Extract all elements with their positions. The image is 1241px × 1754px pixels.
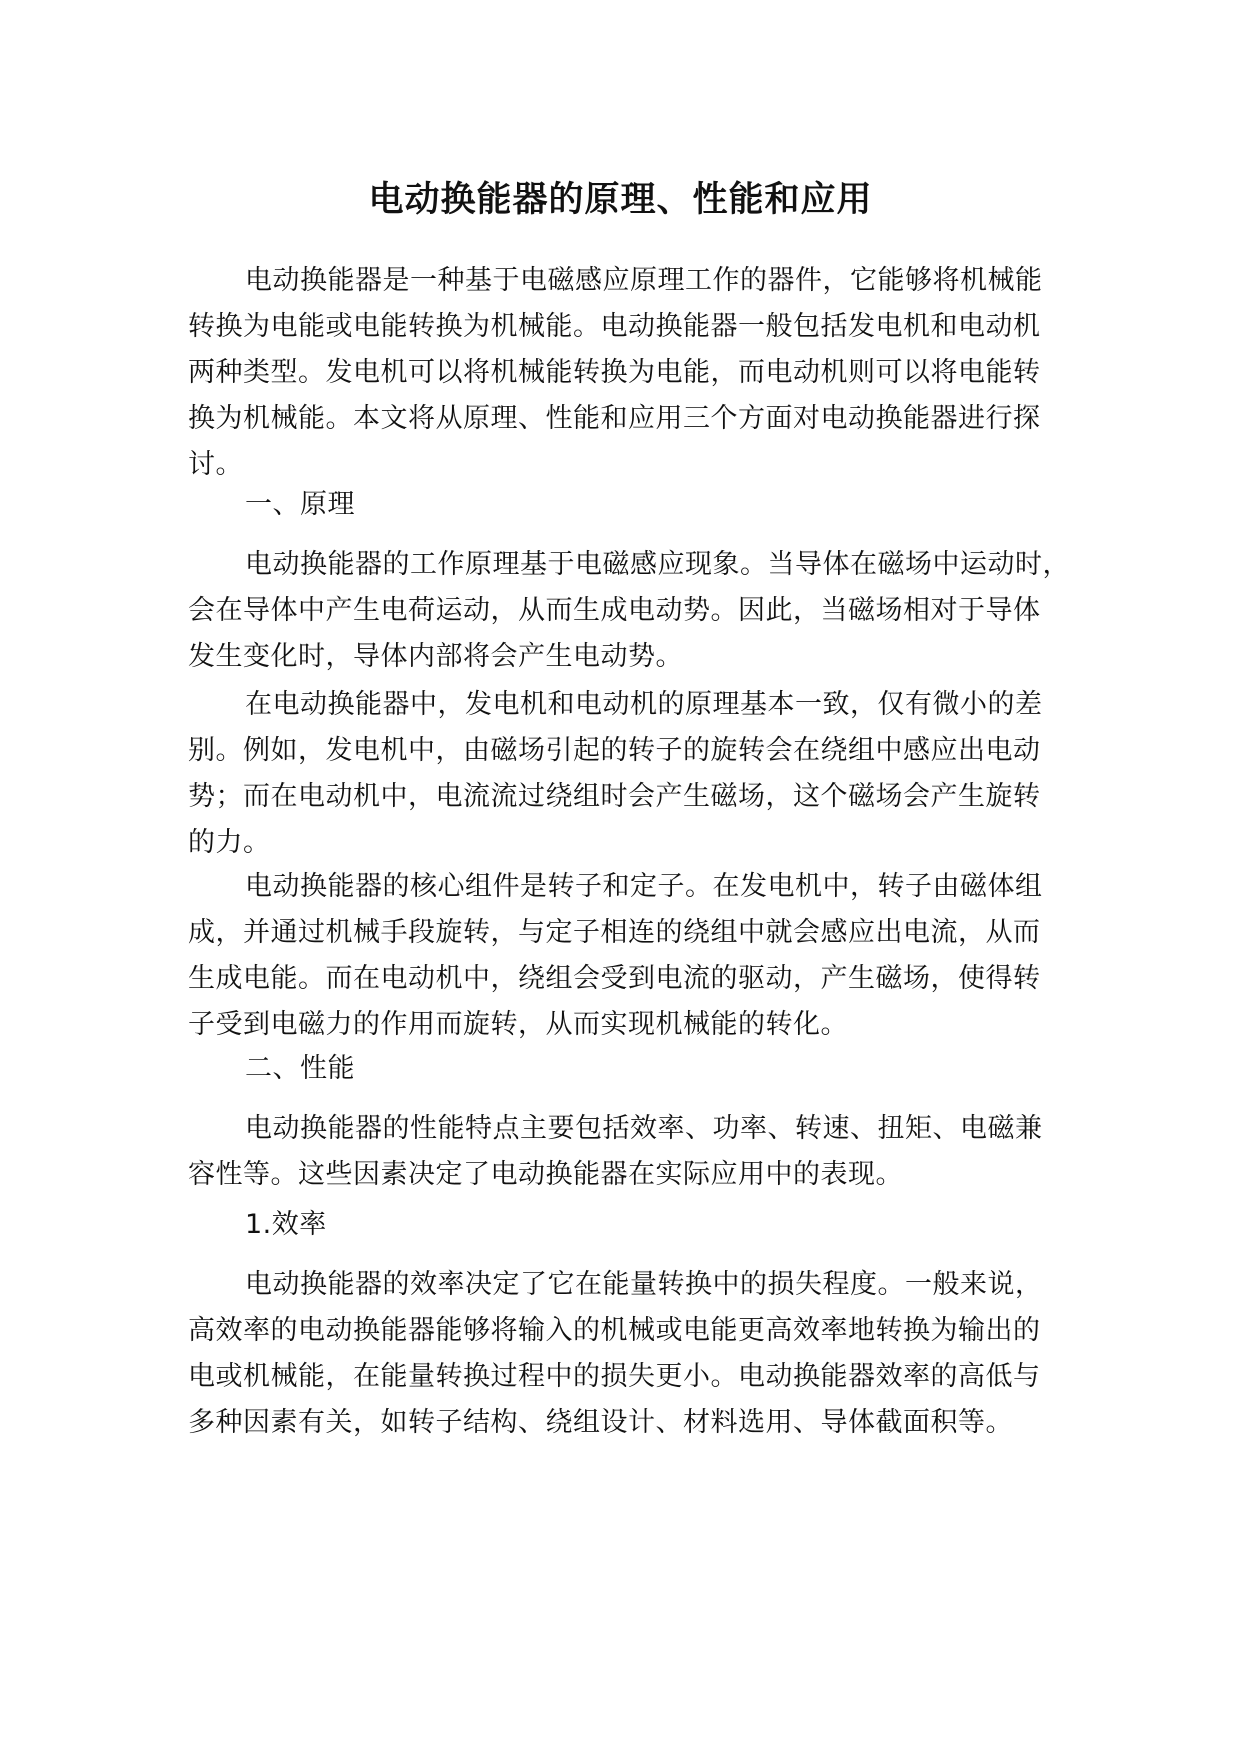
text-line: 电动换能器的工作原理基于电磁感应现象。当导体在磁场中运动时， bbox=[245, 549, 1070, 580]
text-line: 多种因素有关，如转子结构、绕组设计、材料选用、导体截面积等。 bbox=[188, 1407, 1013, 1438]
text-line: 容性等。这些因素决定了电动换能器在实际应用中的表现。 bbox=[188, 1159, 903, 1190]
text-line: 成，并通过机械手段旋转，与定子相连的绕组中就会感应出电流，从而 bbox=[188, 917, 1041, 948]
intro-paragraph bbox=[188, 258, 1088, 488]
efficiency-paragraph bbox=[188, 1262, 1088, 1446]
principle-paragraph-3 bbox=[188, 864, 1088, 1048]
section-heading: 二、性能 bbox=[245, 1053, 355, 1084]
section-heading-principle bbox=[188, 482, 1088, 528]
text-line: 别。例如，发电机中，由磁场引起的转子的旋转会在绕组中感应出电动 bbox=[188, 735, 1041, 766]
text-line: 势；而在电动机中，电流流过绕组时会产生磁场，这个磁场会产生旋转 bbox=[188, 781, 1041, 812]
text-line: 高效率的电动换能器能够将输入的机械或电能更高效率地转换为输出的 bbox=[188, 1315, 1041, 1346]
text-line: 会在导体中产生电荷运动，从而生成电动势。因此，当磁场相对于导体 bbox=[188, 595, 1041, 626]
text-line: 电动换能器是一种基于电磁感应原理工作的器件，它能够将机械能 bbox=[245, 265, 1043, 296]
text-line: 的力。 bbox=[188, 827, 271, 858]
section-heading-performance bbox=[188, 1046, 1088, 1092]
text-line: 发生变化时，导体内部将会产生电动势。 bbox=[188, 641, 683, 672]
text-line: 换为机械能。本文将从原理、性能和应用三个方面对电动换能器进行探 bbox=[188, 403, 1041, 434]
principle-paragraph-1 bbox=[188, 542, 1088, 680]
text-line: 转换为电能或电能转换为机械能。电动换能器一般包括发电机和电动机 bbox=[188, 311, 1041, 342]
text-line: 电动换能器的核心组件是转子和定子。在发电机中，转子由磁体组 bbox=[245, 871, 1043, 902]
text-line: 两种类型。发电机可以将机械能转换为电能，而电动机则可以将电能转 bbox=[188, 357, 1041, 388]
text-line: 讨。 bbox=[188, 449, 243, 480]
text-line: 子受到电磁力的作用而旋转，从而实现机械能的转化。 bbox=[188, 1009, 848, 1040]
principle-paragraph-2 bbox=[188, 682, 1088, 866]
text-line: 电或机械能，在能量转换过程中的损失更小。电动换能器效率的高低与 bbox=[188, 1361, 1041, 1392]
text-line: 电动换能器的效率决定了它在能量转换中的损失程度。一般来说， bbox=[245, 1269, 1043, 1300]
document-title: 电动换能器的原理、性能和应用 bbox=[368, 180, 873, 220]
performance-paragraph bbox=[188, 1106, 1088, 1198]
text-line: 电动换能器的性能特点主要包括效率、功率、转速、扭矩、电磁兼 bbox=[245, 1113, 1043, 1144]
section-heading: 一、原理 bbox=[245, 489, 355, 520]
text-line: 在电动换能器中，发电机和电动机的原理基本一致，仅有微小的差 bbox=[245, 689, 1043, 720]
text-line: 生成电能。而在电动机中，绕组会受到电流的驱动，产生磁场，使得转 bbox=[188, 963, 1041, 994]
subsection-heading-efficiency bbox=[188, 1202, 1088, 1248]
subsection-heading: 1.效率 bbox=[245, 1209, 327, 1240]
